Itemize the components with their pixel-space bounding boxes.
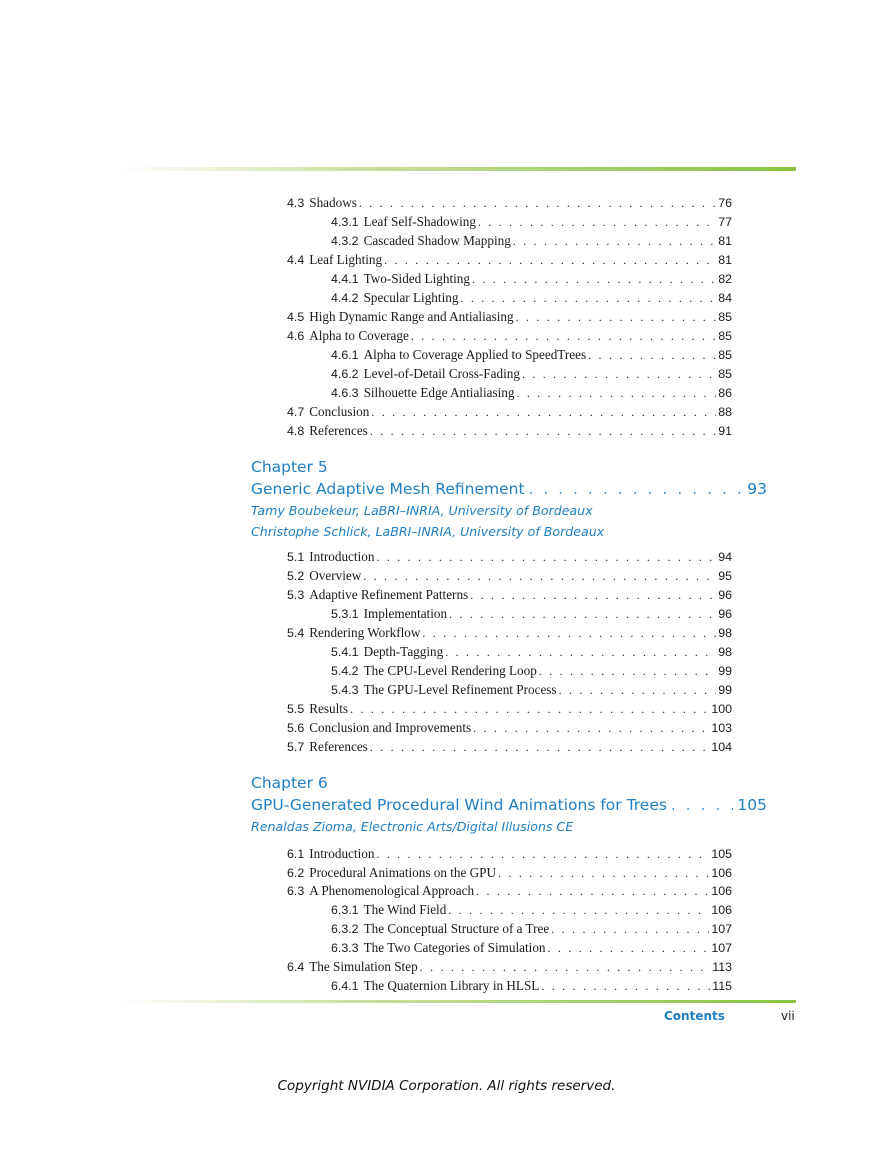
chapter-5-author-2: Christophe Schlick, LaBRI–INRIA, University of Bordeaux: [251, 524, 605, 539]
toc-entry-5-4-2[interactable]: 5.4.2 The CPU-Level Rendering Loop . . . 99: [331, 661, 732, 680]
toc-entry-title: Leaf Self-Shadowing: [363, 214, 476, 229]
toc-entry-title: Introduction: [309, 549, 375, 564]
footer-rule: [120, 1000, 796, 1003]
chapter-6-title-link[interactable]: [251, 796, 767, 814]
toc-entry-title: Rendering Workflow: [309, 625, 421, 640]
chapter-title: GPU-Generated Procedural Wind Animations for Trees: [251, 796, 667, 814]
toc-entry-4-5[interactable]: 4.5 High Dynamic Range and Antialiasing . . . 85: [287, 307, 732, 326]
toc-entry-6-3-3[interactable]: 6.3.3 The Two Categories of Simulation . . . 107: [331, 938, 732, 957]
toc-entry-title: The GPU-Level Refinement Process: [363, 682, 557, 697]
chapter-6-author-1: Renaldas Zioma, Electronic Arts/Digital Illusions CE: [251, 819, 574, 834]
toc-entry-title: Procedural Animations on the GPU: [309, 865, 497, 880]
toc-entry-4-6[interactable]: 4.6 Alpha to Coverage . . . 85: [287, 326, 732, 345]
toc-entry-title: The Quaternion Library in HLSL: [363, 978, 540, 993]
toc-entry-title: References: [309, 423, 368, 438]
toc-entry-title: Overview: [309, 568, 362, 583]
running-footer-section: Contents: [664, 1009, 725, 1023]
toc-entry-title: Alpha to Coverage Applied to SpeedTrees: [363, 347, 587, 362]
toc-entry-4-4-1[interactable]: 4.4.1 Two-Sided Lighting . . . 82: [331, 269, 732, 288]
toc-entry-5-5[interactable]: 5.5 Results . . . 100: [287, 699, 732, 718]
toc-entry-4-3-2[interactable]: 4.3.2 Cascaded Shadow Mapping . . . 81: [331, 231, 732, 250]
toc-entry-title: Two-Sided Lighting: [363, 271, 470, 286]
toc-entry-4-3-1[interactable]: 4.3.1 Leaf Self-Shadowing . . . 77: [331, 212, 732, 231]
toc-entry-6-3-2[interactable]: 6.3.2 The Conceptual Structure of a Tree . . . 107: [331, 919, 732, 938]
toc-entry-4-7[interactable]: 4.7 Conclusion . . . 88: [287, 402, 732, 421]
chapter-5-title-link[interactable]: [251, 480, 767, 498]
toc-entry-6-4[interactable]: 6.4 The Simulation Step . . . 113: [287, 957, 732, 976]
toc-entry-title: The Simulation Step: [309, 959, 418, 974]
toc-entry-4-3[interactable]: 4.3 Shadows . . . 76: [287, 193, 732, 212]
toc-entry-5-3-1[interactable]: 5.3.1 Implementation . . . 96: [331, 604, 732, 623]
toc-entry-4-8[interactable]: 4.8 References . . . 91: [287, 421, 732, 440]
toc-entry-title: High Dynamic Range and Antialiasing: [309, 309, 514, 324]
toc-entry-4-6-1[interactable]: 4.6.1 Alpha to Coverage Applied to SpeedTrees . . . 85: [331, 345, 732, 364]
toc-entry-title: Specular Lighting: [363, 290, 459, 305]
toc-entry-title: Introduction: [309, 846, 375, 861]
toc-entry-title: A Phenomenological Approach: [309, 883, 475, 898]
toc-entry-title: The Conceptual Structure of a Tree: [363, 921, 550, 936]
chapter-page: 105: [737, 796, 767, 814]
header-rule: [120, 167, 796, 171]
chapter-title: Generic Adaptive Mesh Refinement: [251, 480, 525, 498]
chapter-page: 93: [747, 480, 767, 498]
toc-entry-title: Conclusion and Improvements: [309, 720, 472, 735]
page-number: vii: [781, 1009, 795, 1023]
chapter-5-author-1: Tamy Boubekeur, LaBRI–INRIA, University of Bordeaux: [251, 503, 593, 518]
toc-entry-title: Adaptive Refinement Patterns: [309, 587, 469, 602]
toc-entry-title: Leaf Lighting: [309, 252, 383, 267]
toc-entry-title: Silhouette Edge Antialiasing: [363, 385, 515, 400]
toc-entry-title: The Two Categories of Simulation: [363, 940, 546, 955]
toc-entry-title: Shadows: [309, 195, 357, 210]
toc-entry-title: The Wind Field: [363, 902, 447, 917]
toc-entry-5-3[interactable]: 5.3 Adaptive Refinement Patterns . . . 96: [287, 585, 732, 604]
toc-entry-title: Alpha to Coverage: [309, 328, 409, 343]
toc-entry-title: Depth-Tagging: [363, 644, 444, 659]
copyright-notice: Copyright NVIDIA Corporation. All rights reserved.: [277, 1078, 616, 1094]
toc-entry-5-1[interactable]: 5.1 Introduction . . . 94: [287, 547, 732, 566]
chapter-6-label: Chapter 6: [251, 774, 328, 792]
toc-entry-title: Level-of-Detail Cross-Fading: [363, 366, 520, 381]
toc-entry-4-6-3[interactable]: 4.6.3 Silhouette Edge Antialiasing . . . 86: [331, 383, 732, 402]
toc-entry-5-4[interactable]: 5.4 Rendering Workflow . . . 98: [287, 623, 732, 642]
toc-entry-6-3-1[interactable]: 6.3.1 The Wind Field . . . 106: [331, 900, 732, 919]
toc-entry-6-3[interactable]: 6.3 A Phenomenological Approach . . . 106: [287, 881, 732, 900]
toc-entry-5-2[interactable]: 5.2 Overview . . . 95: [287, 566, 732, 585]
toc-entry-title: Cascaded Shadow Mapping: [363, 233, 511, 248]
toc-entry-6-4-1[interactable]: 6.4.1 The Quaternion Library in HLSL . . . 115: [331, 976, 732, 995]
toc-entry-6-2[interactable]: 6.2 Procedural Animations on the GPU . . . 106: [287, 863, 732, 882]
toc-entry-5-6[interactable]: 5.6 Conclusion and Improvements . . . 103: [287, 718, 732, 737]
toc-entry-title: References: [309, 739, 368, 754]
toc-entry-title: Conclusion: [309, 404, 370, 419]
toc-entry-4-4[interactable]: 4.4 Leaf Lighting . . . 81: [287, 250, 732, 269]
toc-entry-6-1[interactable]: 6.1 Introduction . . . 105: [287, 844, 732, 863]
toc-entry-title: Implementation: [363, 606, 448, 621]
toc-entry-5-4-1[interactable]: 5.4.1 Depth-Tagging . . . 98: [331, 642, 732, 661]
toc-entry-5-4-3[interactable]: 5.4.3 The GPU-Level Refinement Process . . . 99: [331, 680, 732, 699]
toc-entry-5-7[interactable]: 5.7 References . . . 104: [287, 737, 732, 756]
chapter-5-label: Chapter 5: [251, 458, 328, 476]
toc-entry-4-4-2[interactable]: 4.4.2 Specular Lighting . . . 84: [331, 288, 732, 307]
toc-entry-title: Results: [309, 701, 349, 716]
toc-entry-title: The CPU-Level Rendering Loop: [363, 663, 537, 678]
toc-entry-4-6-2[interactable]: 4.6.2 Level-of-Detail Cross-Fading . . . 85: [331, 364, 732, 383]
